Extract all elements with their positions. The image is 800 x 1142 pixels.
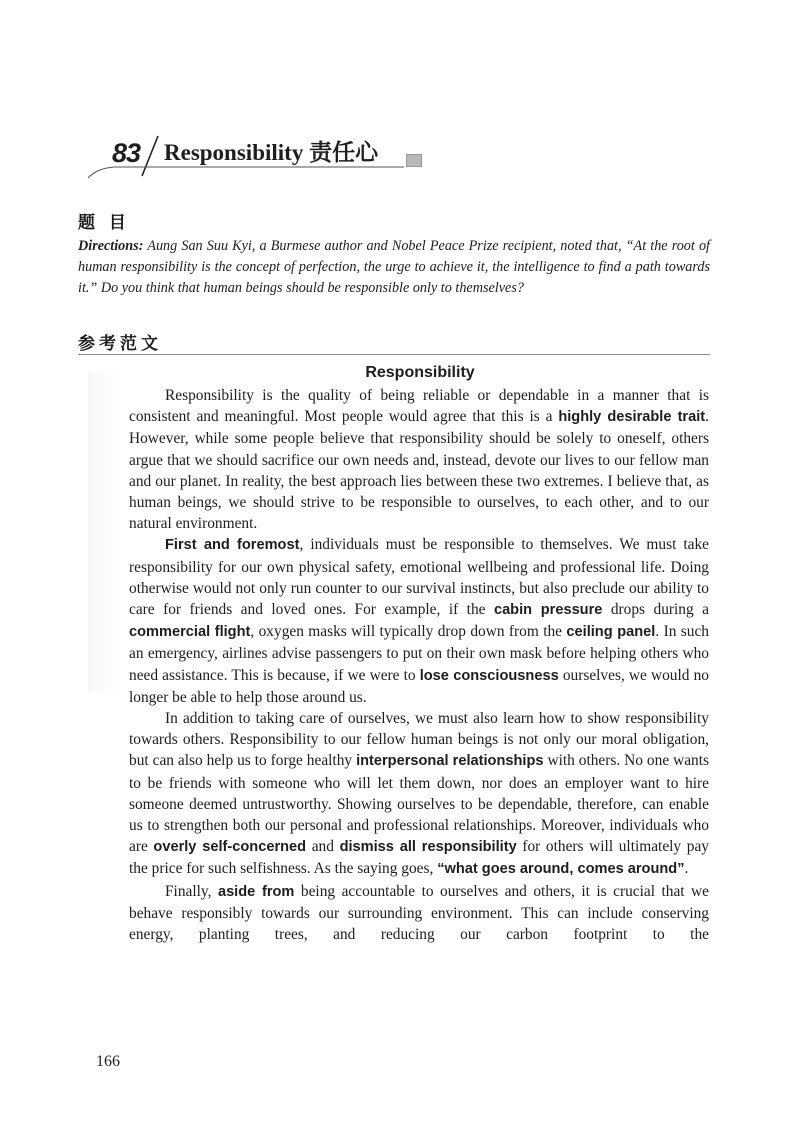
text-run: , individuals must be responsible to themselves. We must take responsibility for our own physical safety, emotional wellbeing and professional life. Doing otherwise would not only run counter to our survival instincts, but also preclude our ability to care for friends and loved ones. For example, if the [129, 536, 709, 619]
directions-text [78, 236, 710, 299]
key-phrase: interpersonal relationships [356, 753, 544, 770]
key-phrase: lose consciousness [419, 667, 559, 684]
text-run: . In such an emergency, airlines advise passengers to put on their own mask before helping others who need assistance. This is because, if we were to [129, 623, 709, 684]
text-run: with others. No one wants to be friends with someone who will let them down, nor does an employer want to hire someone deemed untrustworthy. Showing ourselves to be dependable, therefore, can enable us to strengthen both our personal and professional relationships. Moreover, individuals who are [129, 752, 710, 856]
text-run: and [306, 838, 340, 856]
topic-heading: 题 目 [78, 213, 130, 233]
key-phrase: commercial flight [129, 624, 251, 641]
page-number: 166 [96, 1053, 120, 1070]
key-phrase: cabin pressure [493, 602, 603, 619]
sample-essay-heading: 参考范文 [78, 334, 162, 354]
key-phrase: overly self-concerned [153, 839, 307, 856]
text-run: . [684, 860, 689, 878]
key-phrase: First and foremost [165, 537, 300, 554]
text-run: Responsibility is the quality of being reliable or dependable in a manner that is consistent and meaningful. Most people would agree that this is a [129, 387, 709, 426]
chapter-title: Responsibility 责任心 [164, 140, 379, 165]
chapter-header [88, 132, 428, 182]
chapter-number: 83 [112, 138, 141, 168]
key-phrase: ceiling panel [566, 624, 656, 641]
essay-paragraph-3 [129, 708, 709, 881]
text-run: Finally, [165, 882, 218, 900]
header-corner-mark [406, 154, 422, 167]
essay-title: Responsibility [365, 364, 475, 381]
directions-label: Directions: [78, 238, 144, 254]
text-run: , oxygen masks will typically drop down from the [250, 623, 567, 641]
page-shadow [88, 372, 118, 692]
essay-paragraph-4 [129, 881, 709, 967]
essay-paragraph-2 [129, 534, 709, 708]
essay-body [129, 385, 709, 966]
text-run: ourselves, we would no longer be able to help those around us. [129, 666, 709, 706]
text-run: being accountable to ourselves and others, it is crucial that we behave responsibly towards our surrounding environment. This can include conserving energy, planting trees, and reducing our carbon footprint to the [129, 882, 709, 944]
key-phrase: dismiss all responsibility [339, 839, 517, 856]
text-run: drops during a [602, 601, 709, 619]
text-run: In addition to taking care of ourselves, we must also learn how to show responsibility towards others. Responsibility to our fellow human beings is not only our moral obligation, but can also help us to forge healthy [129, 710, 709, 770]
section-divider [78, 354, 710, 355]
text-run: . However, while some people believe that responsibility should be solely to oneself, others argue that we should sacrifice our own needs and, instead, devote our lives to our fellow man and our planet. In reality, the best approach lies between these two extremes. I believe that, as human beings, we should strive to be responsible to ourselves, to each other, and to our natural environment. [129, 408, 709, 533]
key-phrase: “what goes around, comes around” [437, 861, 685, 878]
key-phrase: highly desirable trait [558, 409, 706, 426]
text-run: for others will ultimately pay the price for such selfishness. As the saying goes, [129, 838, 709, 878]
header-underline [88, 166, 418, 180]
essay-paragraph-1 [129, 385, 709, 534]
key-phrase: aside from [217, 883, 295, 900]
directions-body: Aung San Suu Kyi, a Burmese author and Nobel Peace Prize recipient, noted that, “At the root of human responsibility is the concept of perfection, the urge to achieve it, the intelligence to find a path towards it.” Do you think that human beings should be responsible only to themselves? [78, 238, 710, 296]
